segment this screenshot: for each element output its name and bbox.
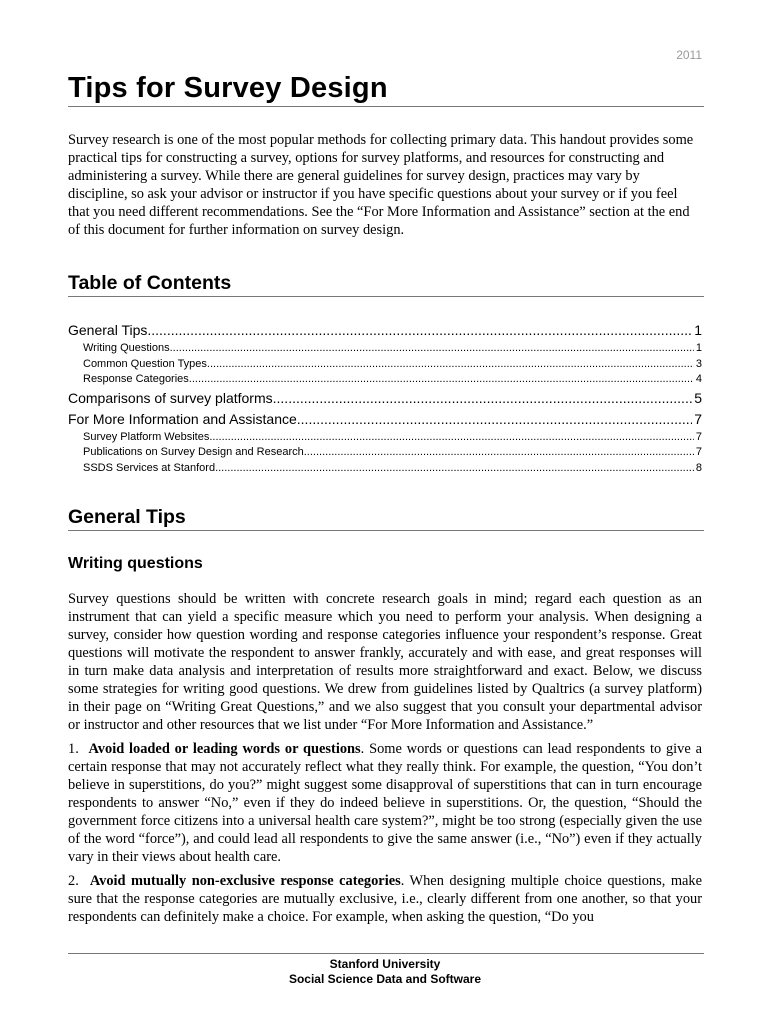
toc-entry[interactable] bbox=[68, 388, 702, 409]
general-tips-divider bbox=[68, 530, 704, 531]
toc-entry-label: General Tips bbox=[68, 322, 148, 338]
tip-1-text: . Some words or questions can lead respondents to give a certain response that may not accurately reflect what they really think. For example, the question, “You don’t believe in superstitions, do you?” might suggest some disapproval of superstitions that can in turn encourage respondents to answer “No,” even if they do indeed believe in superstitions. Or, the question, “Should the government force citizens into a universal health care system?”, might be too strong (especially given the use of the word “force”), and could lead all respondents to give the same answer (i.e., “No”) even if they actually vary in their views about health care. bbox=[68, 741, 702, 865]
page-footer bbox=[0, 957, 770, 987]
toc-leader bbox=[209, 430, 694, 446]
toc-entry-label: Common Question Types bbox=[83, 357, 207, 370]
toc-entry-page: 5 bbox=[694, 389, 702, 406]
toc-entry[interactable] bbox=[68, 430, 702, 446]
writing-questions-paragraph: Survey questions should be written with concrete research goals in mind; regard each question as an instrument that can yield a specific measure which you need to perform your analysis. When designing a survey, consider how question wording and response categories influence your respondent’s response. Great questions will motivate the respondent to answer frankly, accurately and with ease, and great responses will in turn make data analysis and interpretation of results more straightforward and exact. Below, we discuss some strategies for writing good questions. We drew from guidelines listed by Qualtrics (a survey platform) in their page on “Writing Great Questions,” and we also suggest that you consult your departmental advisor or instructor and other resources that we list under “For More Information and Assistance.” bbox=[68, 591, 702, 733]
intro-paragraph: Survey research is one of the most popular methods for collecting primary data. This handout provides some practical tips for constructing a survey, options for survey platforms, and resources for constructing and administering a survey. While there are general guidelines for survey design, practices may vary by discipline, so ask your advisor or instructor if you have specific questions about your survey or if you feel that you need different recommendations. See the “For More Information and Assistance” section at the end of this document for further information on survey design. bbox=[68, 132, 694, 238]
footer-department: Social Science Data and Software bbox=[288, 972, 482, 986]
toc-leader bbox=[304, 445, 694, 461]
toc-leader bbox=[297, 409, 692, 430]
toc-entry-label: Writing Questions bbox=[83, 342, 170, 354]
tip-1-title: Avoid loaded or leading words or questions bbox=[88, 741, 361, 757]
toc-entry-page: 4 bbox=[695, 373, 702, 385]
tip-1-number: 1. bbox=[68, 741, 79, 757]
toc-leader bbox=[189, 372, 694, 388]
toc-entry-page: 7 bbox=[695, 430, 702, 443]
footer-divider bbox=[68, 953, 704, 954]
toc-entry-page: 8 bbox=[695, 461, 702, 474]
toc-entry[interactable] bbox=[68, 445, 702, 461]
tip-1 bbox=[68, 740, 702, 866]
writing-questions-heading: Writing questions bbox=[68, 555, 203, 572]
toc-entry-label: Survey Platform Websites bbox=[83, 430, 210, 443]
toc-leader bbox=[170, 341, 694, 357]
toc-entry-page: 7 bbox=[695, 446, 702, 458]
footer-university: Stanford University bbox=[329, 957, 441, 971]
tip-2-text: . When designing multiple choice questions, make sure that the response categories are mutually exclusive, i.e., clearly different from one another, so that your respondents can definitely make a choice. For example, when asking the question, “Do you bbox=[68, 873, 702, 925]
general-tips-heading: General Tips bbox=[68, 506, 186, 528]
toc-entry-page: 7 bbox=[694, 410, 702, 427]
toc-entry[interactable] bbox=[68, 461, 702, 477]
tip-2-title: Avoid mutually non-exclusive response categories bbox=[89, 873, 401, 889]
document-title: Tips for Survey Design bbox=[68, 72, 388, 104]
general-tips-body bbox=[68, 590, 702, 932]
toc-entry-label: For More Information and Assistance bbox=[68, 410, 297, 427]
toc-entry-label: Comparisons of survey platforms bbox=[68, 389, 273, 406]
toc-leader bbox=[215, 461, 694, 477]
toc-entry[interactable] bbox=[68, 320, 702, 341]
toc-entry-page: 1 bbox=[694, 322, 702, 338]
toc-entry[interactable] bbox=[68, 409, 702, 430]
tip-2 bbox=[68, 872, 702, 926]
toc-leader bbox=[273, 388, 693, 409]
toc-entry-page: 1 bbox=[695, 342, 702, 354]
table-of-contents bbox=[68, 320, 702, 476]
toc-leader bbox=[147, 320, 692, 341]
toc-entry[interactable] bbox=[68, 357, 702, 373]
title-divider bbox=[68, 106, 704, 107]
toc-entry-page: 3 bbox=[695, 357, 702, 370]
toc-entry-label: Publications on Survey Design and Research bbox=[83, 446, 304, 458]
toc-entry[interactable] bbox=[68, 341, 702, 357]
toc-entry-label: SSDS Services at Stanford bbox=[83, 461, 216, 474]
toc-entry[interactable] bbox=[68, 372, 702, 388]
toc-divider bbox=[68, 296, 704, 297]
document-year: 2011 bbox=[676, 48, 702, 62]
toc-entry-label: Response Categories bbox=[83, 373, 189, 385]
toc-leader bbox=[207, 357, 694, 373]
toc-heading: Table of Contents bbox=[68, 272, 232, 294]
tip-2-number: 2. bbox=[68, 873, 79, 889]
